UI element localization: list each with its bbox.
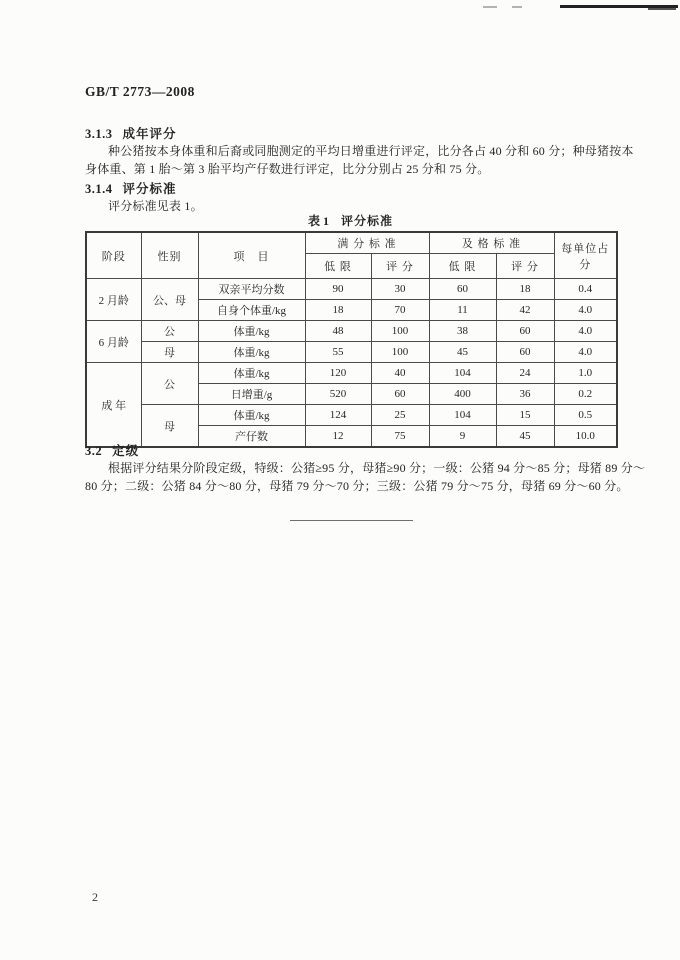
clause-heading-3-1-4 [85,179,177,197]
cell-item: 产仔数 [198,426,305,448]
cell-item: 双亲平均分数 [198,279,305,300]
cell-pass-score: 60 [496,342,554,363]
col-header-sex: 性别 [141,232,198,279]
col-header-score-full: 评 分 [371,254,429,279]
document-number: GB/T 2773—2008 [85,84,195,99]
clause-number: 3.1.4 [85,182,113,196]
col-header-stage: 阶段 [86,232,141,279]
cell-pass-score: 36 [496,384,554,405]
paragraph-line: 80 分；二级：公猪 84 分～80 分，母猪 79 分～70 分；三级：公猪 79 分～75 分，母猪 69 分～60 分。 [85,479,629,493]
table-row [86,363,617,384]
cell-stage: 6 月龄 [86,321,141,363]
cell-pass-score: 42 [496,300,554,321]
clause-heading-3-1-3 [85,124,177,142]
cell-full-low: 120 [305,363,371,384]
cell-full-score: 100 [371,321,429,342]
clause-title: 评分标准 [122,182,177,196]
cell-pass-low: 45 [429,342,496,363]
cell-full-low: 520 [305,384,371,405]
cell-full-low: 18 [305,300,371,321]
cell-full-low: 90 [305,279,371,300]
clause-title: 定级 [112,444,140,458]
cell-pass-score: 15 [496,405,554,426]
table-row [86,342,617,363]
cell-per-unit: 0.2 [554,384,617,405]
cell-full-low: 124 [305,405,371,426]
page-number: 2 [92,890,98,904]
col-header-item: 项 目 [198,232,305,279]
cell-pass-low: 104 [429,363,496,384]
col-header-score-pass: 评 分 [496,254,554,279]
cell-item: 体重/kg [198,405,305,426]
section-divider [290,520,413,521]
cell-per-unit: 1.0 [554,363,617,384]
cell-sex: 公 [141,321,198,342]
table-caption-label: 表 1 [307,214,329,228]
cell-item: 体重/kg [198,363,305,384]
col-header-full-score-group: 满 分 标 准 [305,232,429,254]
cell-per-unit: 0.4 [554,279,617,300]
cell-full-low: 48 [305,321,371,342]
cell-pass-low: 11 [429,300,496,321]
scan-artifact [648,8,676,10]
cell-item: 体重/kg [198,321,305,342]
cell-pass-low: 104 [429,405,496,426]
scan-artifact [483,6,497,8]
cell-per-unit: 4.0 [554,342,617,363]
clause-number: 3.1.3 [85,127,113,141]
cell-sex: 母 [141,342,198,363]
table-caption [85,212,616,229]
table-row [86,405,617,426]
cell-sex: 公 [141,363,198,405]
table-header-row [86,232,617,254]
cell-full-score: 25 [371,405,429,426]
col-header-pass-score-group: 及 格 标 准 [429,232,554,254]
clause-title: 成年评分 [122,127,177,141]
cell-pass-score: 60 [496,321,554,342]
cell-pass-low: 38 [429,321,496,342]
cell-per-unit: 4.0 [554,300,617,321]
cell-item: 自身个体重/kg [198,300,305,321]
cell-item: 日增重/g [198,384,305,405]
paragraph-line: 评分标准见表 1。 [108,199,203,213]
paragraph-line: 根据评分结果分阶段定级，特级：公猪≥95 分，母猪≥90 分；一级：公猪 94 分～85 分；母猪 89 分～ [108,461,646,475]
cell-pass-score: 45 [496,426,554,448]
cell-sex: 公、母 [141,279,198,321]
cell-stage: 成 年 [86,363,141,448]
cell-full-score: 30 [371,279,429,300]
cell-pass-low: 400 [429,384,496,405]
paragraph-line: 种公猪按本身体重和后裔或同胞测定的平均日增重进行评定，比分各占 40 分和 60 分；种母猪按本 [108,144,634,158]
scan-artifact [512,6,522,8]
cell-full-low: 12 [305,426,371,448]
scoring-table [85,231,618,448]
cell-full-score: 100 [371,342,429,363]
cell-pass-low: 60 [429,279,496,300]
cell-item: 体重/kg [198,342,305,363]
cell-pass-score: 18 [496,279,554,300]
cell-per-unit: 0.5 [554,405,617,426]
cell-per-unit: 4.0 [554,321,617,342]
cell-stage: 2 月龄 [86,279,141,321]
clause-number: 3.2 [85,444,103,458]
cell-full-score: 60 [371,384,429,405]
cell-full-score: 70 [371,300,429,321]
cell-pass-score: 24 [496,363,554,384]
paragraph-line: 身体重、第 1 胎～第 3 胎平均产仔数进行评定，比分分别占 25 分和 75 分。 [85,162,490,176]
cell-sex: 母 [141,405,198,448]
clause-heading-3-2 [85,441,139,459]
cell-full-score: 75 [371,426,429,448]
cell-pass-low: 9 [429,426,496,448]
table-caption-text: 评分标准 [341,214,394,228]
table-row [86,321,617,342]
col-header-per-unit: 每单位占分 [554,232,617,279]
col-header-low-limit-pass: 低 限 [429,254,496,279]
cell-per-unit: 10.0 [554,426,617,448]
col-header-low-limit-full: 低 限 [305,254,371,279]
cell-full-score: 40 [371,363,429,384]
table-row [86,279,617,300]
cell-full-low: 55 [305,342,371,363]
